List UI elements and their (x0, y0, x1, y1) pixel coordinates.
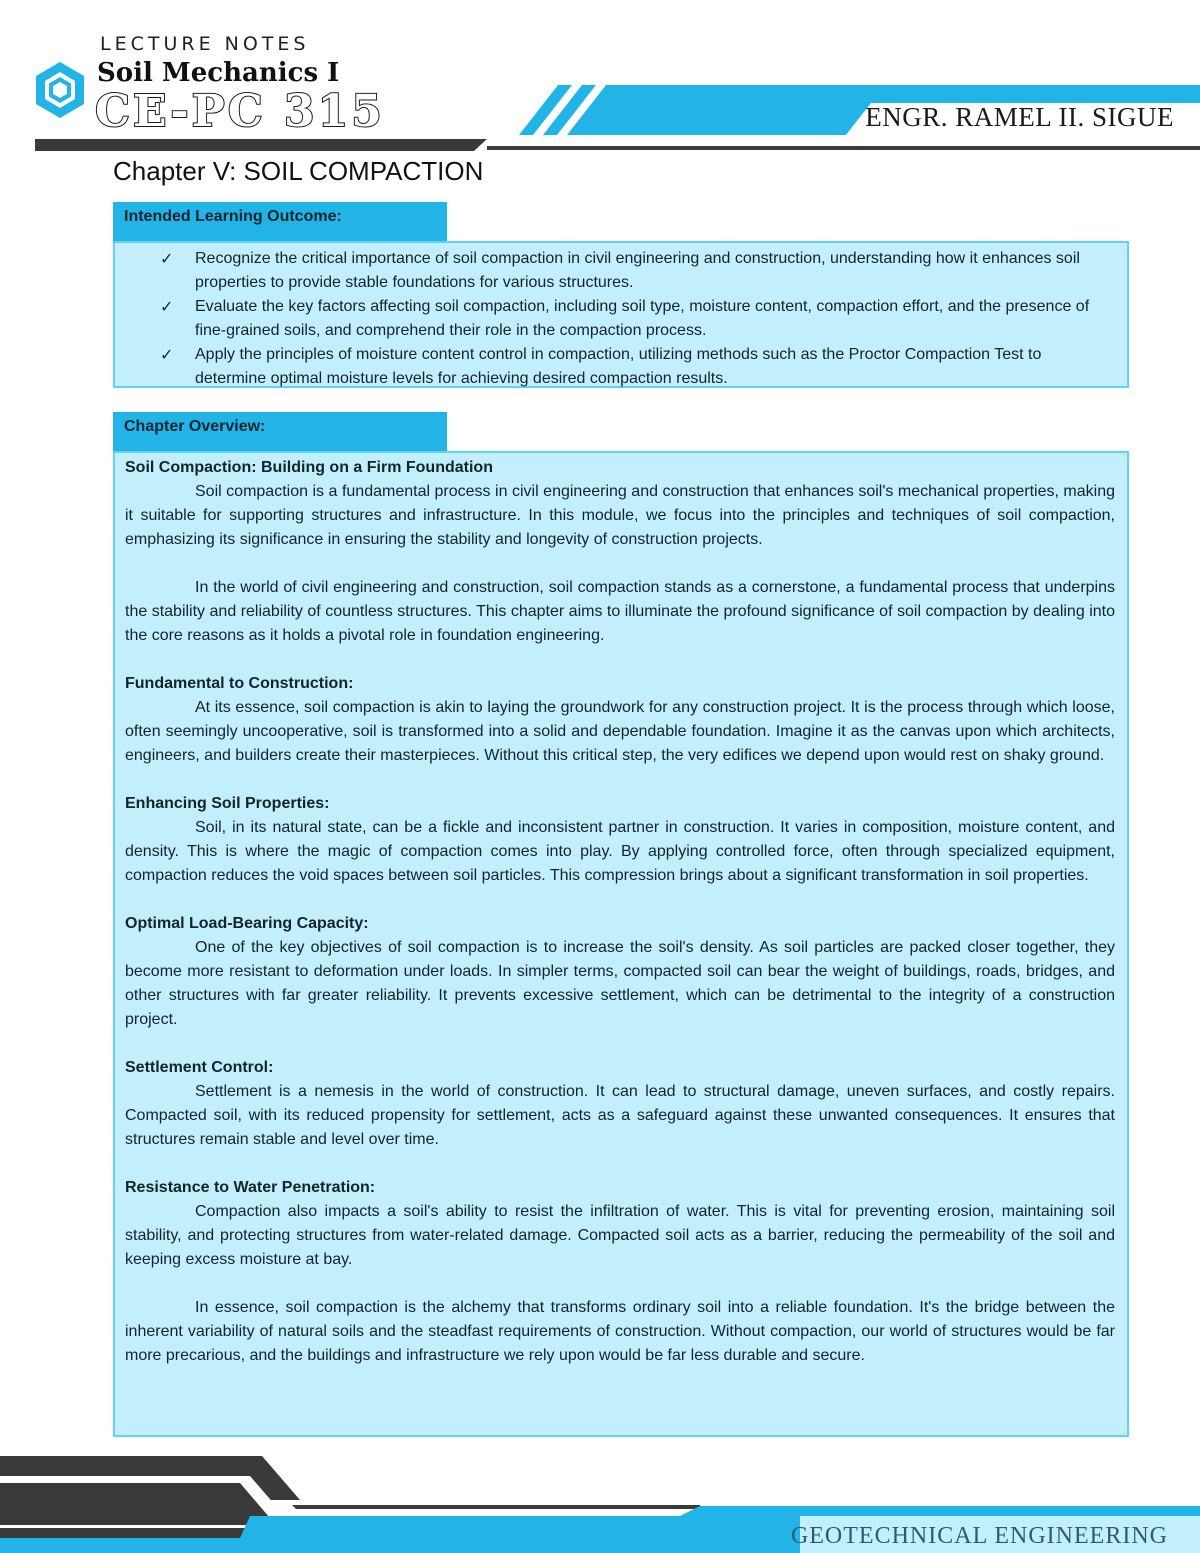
paragraph: Settlement is a nemesis in the world of construction. It can lead to structural damage, uneven surfaces, and costly repairs. Compacted soil, with its reduced propensity for settlement, acts as a safeguard against these unwanted consequences. It ensures that structures remain stable and level over time. (125, 1083, 1115, 1148)
ilo-label: Intended Learning Outcome: (113, 202, 447, 242)
paragraph: In the world of civil engineering and construction, soil compaction stands as a cornerstone, a fundamental process that underpins the stability and reliability of countless structures. This chapter aims to illuminate the profound significance of soil compaction by dealing into the core reasons as it holds a pivotal role in foundation engineering. (125, 579, 1115, 644)
checkmark-icon: ✓ (160, 249, 174, 268)
paragraph: At its essence, soil compaction is akin to laying the groundwork for any construction project. It is the process through which loose, often seemingly uncooperative, soil is transformed into a solid and dependable foundation. Imagine it as the canvas upon which architects, engineers, and builders create their masterpieces. Without this critical step, the very edifices we depend upon would rest on shaky ground. (125, 699, 1115, 764)
course-name: Soil Mechanics I (97, 58, 340, 88)
hexagon-logo-icon (30, 60, 90, 120)
overview-label: Chapter Overview: (113, 412, 447, 452)
overview-content (115, 453, 1127, 1368)
ilo-item: ✓ Evaluate the key factors affecting soil compaction, including soil type, moisture content, compaction effort, and the presence of fine-grained soils, and comprehend their role in the compaction process. (160, 297, 1090, 339)
ilo-box (113, 241, 1129, 388)
footer-label: GEOTECHNICAL ENGINEERING (790, 1523, 1168, 1549)
section-heading: Resistance to Water Penetration: (125, 1179, 376, 1196)
paragraph: Soil compaction is a fundamental process in civil engineering and construction that enhances soil's mechanical properties, making it suitable for supporting structures and infrastructure. In this module, we focus into the principles and techniques of soil compaction, emphasizing its significance in ensuring the stability and longevity of construction projects. (125, 483, 1115, 548)
section-heading: Settlement Control: (125, 1059, 274, 1076)
checkmark-icon: ✓ (160, 345, 174, 364)
author-name: ENGR. RAMEL II. SIGUE (865, 102, 1174, 132)
checkmark-icon: ✓ (160, 297, 174, 316)
lecture-notes-label: LECTURE NOTES (100, 33, 310, 55)
paragraph: In essence, soil compaction is the alchemy that transforms ordinary soil into a reliable foundation. It's the bridge between the inherent variability of natural soils and the steadfast requirements of construction. Without compaction, our world of structures would be far more precarious, and the buildings and infrastructure we rely upon would be far less durable and secure. (125, 1299, 1115, 1364)
chapter-title: Chapter V: SOIL COMPACTION (113, 156, 484, 186)
course-code: CE-PC 315 (95, 86, 385, 137)
paragraph: Soil, in its natural state, can be a fickle and inconsistent partner in construction. It varies in composition, moisture content, and density. This is where the magic of compaction comes into play. By applying controlled force, often through specialized equipment, compaction reduces the void spaces between soil particles. This compression brings about a significant transformation in soil properties. (125, 819, 1115, 884)
ilo-item: ✓ Apply the principles of moisture content control in compaction, utilizing methods such as the Proctor Compaction Test to determine optimal moisture levels for achieving desired compaction results. (160, 345, 1042, 387)
ilo-item: ✓ Recognize the critical importance of soil compaction in civil engineering and construction, understanding how it enhances soil properties to provide stable foundations for various structures. (160, 249, 1080, 291)
paragraph: Compaction also impacts a soil's ability to resist the infiltration of water. This is vital for preventing erosion, maintaining soil stability, and protecting structures from water-related damage. Compacted soil acts as a barrier, reducing the permeability of the soil and keeping excess moisture at bay. (125, 1203, 1115, 1268)
paragraph: One of the key objectives of soil compaction is to increase the soil's density. As soil particles are packed closer together, they become more resistant to deformation under loads. In simpler terms, compacted soil can bear the weight of buildings, roads, bridges, and other structures with far greater reliability. It prevents excessive settlement, which can be detrimental to the integrity of a construction project. (125, 939, 1115, 1028)
overview-box (113, 451, 1129, 1437)
ilo-list (115, 243, 1127, 391)
section-heading: Soil Compaction: Building on a Firm Foundation (125, 459, 493, 476)
section-heading: Optimal Load-Bearing Capacity: (125, 915, 369, 932)
section-heading: Fundamental to Construction: (125, 675, 354, 692)
section-heading: Enhancing Soil Properties: (125, 795, 330, 812)
